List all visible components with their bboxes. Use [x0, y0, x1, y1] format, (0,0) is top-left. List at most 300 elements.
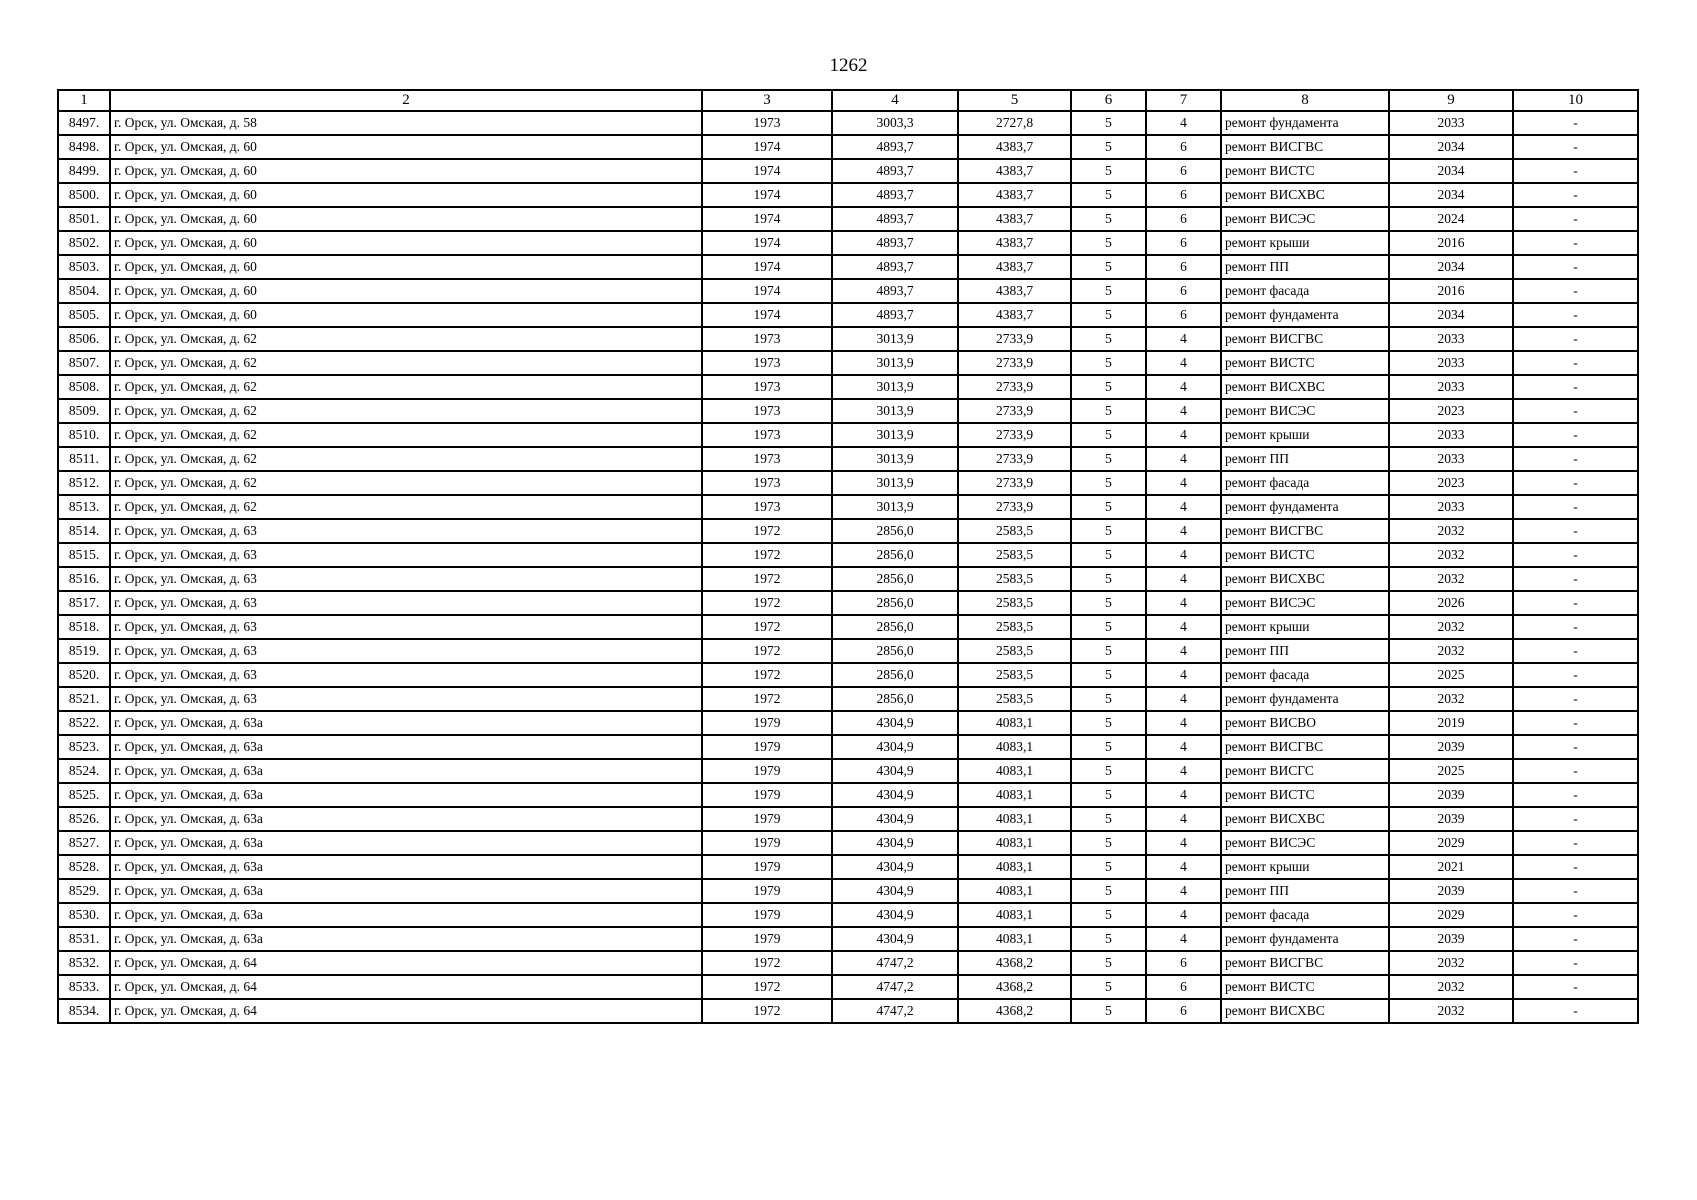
column-header: 2	[110, 90, 702, 111]
address-cell: г. Орск, ул. Омская, д. 64	[110, 975, 702, 999]
total-area-cell: 4304,9	[832, 807, 958, 831]
year-cell: 1979	[702, 831, 832, 855]
note-cell: -	[1513, 687, 1638, 711]
total-area-cell: 2856,0	[832, 519, 958, 543]
entrances-cell: 6	[1146, 951, 1221, 975]
table-row	[58, 183, 1638, 207]
floors-cell: 5	[1071, 471, 1146, 495]
table-row	[58, 975, 1638, 999]
note-cell: -	[1513, 567, 1638, 591]
table-row	[58, 207, 1638, 231]
year-cell: 1972	[702, 615, 832, 639]
row-number-cell: 8531.	[58, 927, 110, 951]
floors-cell: 5	[1071, 639, 1146, 663]
address-cell: г. Орск, ул. Омская, д. 63	[110, 687, 702, 711]
address-cell: г. Орск, ул. Омская, д. 62	[110, 399, 702, 423]
work-type-cell: ремонт ВИСТС	[1221, 351, 1389, 375]
work-type-cell: ремонт ВИСВО	[1221, 711, 1389, 735]
note-cell: -	[1513, 927, 1638, 951]
total-area-cell: 4304,9	[832, 735, 958, 759]
living-area-cell: 4383,7	[958, 303, 1071, 327]
header-row	[58, 90, 1638, 111]
living-area-cell: 4083,1	[958, 759, 1071, 783]
work-type-cell: ремонт ПП	[1221, 447, 1389, 471]
address-cell: г. Орск, ул. Омская, д. 60	[110, 207, 702, 231]
year-cell: 1973	[702, 423, 832, 447]
living-area-cell: 2583,5	[958, 687, 1071, 711]
year-cell: 1979	[702, 807, 832, 831]
work-type-cell: ремонт ВИСГВС	[1221, 135, 1389, 159]
total-area-cell: 4304,9	[832, 759, 958, 783]
year-cell: 1979	[702, 759, 832, 783]
table-row	[58, 495, 1638, 519]
living-area-cell: 2583,5	[958, 663, 1071, 687]
note-cell: -	[1513, 255, 1638, 279]
note-cell: -	[1513, 231, 1638, 255]
entrances-cell: 4	[1146, 783, 1221, 807]
entrances-cell: 4	[1146, 375, 1221, 399]
table-row	[58, 879, 1638, 903]
plan-year-cell: 2029	[1389, 903, 1513, 927]
living-area-cell: 2733,9	[958, 351, 1071, 375]
entrances-cell: 4	[1146, 615, 1221, 639]
plan-year-cell: 2026	[1389, 591, 1513, 615]
note-cell: -	[1513, 159, 1638, 183]
table-row	[58, 135, 1638, 159]
column-header: 3	[702, 90, 832, 111]
floors-cell: 5	[1071, 855, 1146, 879]
year-cell: 1972	[702, 999, 832, 1023]
work-type-cell: ремонт фундамента	[1221, 495, 1389, 519]
entrances-cell: 4	[1146, 591, 1221, 615]
note-cell: -	[1513, 735, 1638, 759]
living-area-cell: 2583,5	[958, 639, 1071, 663]
living-area-cell: 4083,1	[958, 735, 1071, 759]
floors-cell: 5	[1071, 279, 1146, 303]
floors-cell: 5	[1071, 759, 1146, 783]
plan-year-cell: 2023	[1389, 399, 1513, 423]
note-cell: -	[1513, 855, 1638, 879]
living-area-cell: 2583,5	[958, 543, 1071, 567]
total-area-cell: 2856,0	[832, 663, 958, 687]
row-number-cell: 8499.	[58, 159, 110, 183]
row-number-cell: 8522.	[58, 711, 110, 735]
address-cell: г. Орск, ул. Омская, д. 62	[110, 495, 702, 519]
note-cell: -	[1513, 759, 1638, 783]
living-area-cell: 4083,1	[958, 783, 1071, 807]
row-number-cell: 8502.	[58, 231, 110, 255]
row-number-cell: 8500.	[58, 183, 110, 207]
row-number-cell: 8513.	[58, 495, 110, 519]
entrances-cell: 4	[1146, 327, 1221, 351]
year-cell: 1979	[702, 903, 832, 927]
entrances-cell: 4	[1146, 639, 1221, 663]
total-area-cell: 4893,7	[832, 207, 958, 231]
living-area-cell: 4383,7	[958, 231, 1071, 255]
living-area-cell: 4383,7	[958, 255, 1071, 279]
total-area-cell: 2856,0	[832, 615, 958, 639]
total-area-cell: 4893,7	[832, 159, 958, 183]
table-row	[58, 759, 1638, 783]
plan-year-cell: 2023	[1389, 471, 1513, 495]
plan-year-cell: 2032	[1389, 615, 1513, 639]
work-type-cell: ремонт крыши	[1221, 423, 1389, 447]
total-area-cell: 3013,9	[832, 423, 958, 447]
plan-year-cell: 2033	[1389, 423, 1513, 447]
floors-cell: 5	[1071, 951, 1146, 975]
table-row	[58, 783, 1638, 807]
entrances-cell: 4	[1146, 711, 1221, 735]
floors-cell: 5	[1071, 255, 1146, 279]
entrances-cell: 4	[1146, 543, 1221, 567]
year-cell: 1979	[702, 735, 832, 759]
total-area-cell: 3013,9	[832, 447, 958, 471]
entrances-cell: 4	[1146, 855, 1221, 879]
floors-cell: 5	[1071, 111, 1146, 135]
work-type-cell: ремонт крыши	[1221, 231, 1389, 255]
table-row	[58, 591, 1638, 615]
total-area-cell: 3013,9	[832, 351, 958, 375]
living-area-cell: 2733,9	[958, 495, 1071, 519]
work-type-cell: ремонт ВИСТС	[1221, 783, 1389, 807]
plan-year-cell: 2021	[1389, 855, 1513, 879]
floors-cell: 5	[1071, 831, 1146, 855]
plan-year-cell: 2032	[1389, 975, 1513, 999]
floors-cell: 5	[1071, 927, 1146, 951]
work-type-cell: ремонт ВИСГВС	[1221, 519, 1389, 543]
entrances-cell: 4	[1146, 471, 1221, 495]
living-area-cell: 4383,7	[958, 207, 1071, 231]
table-row	[58, 111, 1638, 135]
work-type-cell: ремонт крыши	[1221, 615, 1389, 639]
entrances-cell: 4	[1146, 831, 1221, 855]
plan-year-cell: 2033	[1389, 495, 1513, 519]
total-area-cell: 3003,3	[832, 111, 958, 135]
total-area-cell: 4893,7	[832, 303, 958, 327]
living-area-cell: 4368,2	[958, 951, 1071, 975]
year-cell: 1972	[702, 543, 832, 567]
plan-year-cell: 2039	[1389, 807, 1513, 831]
plan-year-cell: 2033	[1389, 327, 1513, 351]
living-area-cell: 4083,1	[958, 807, 1071, 831]
plan-year-cell: 2024	[1389, 207, 1513, 231]
total-area-cell: 2856,0	[832, 639, 958, 663]
note-cell: -	[1513, 135, 1638, 159]
table-row	[58, 735, 1638, 759]
row-number-cell: 8530.	[58, 903, 110, 927]
plan-year-cell: 2039	[1389, 783, 1513, 807]
row-number-cell: 8520.	[58, 663, 110, 687]
row-number-cell: 8532.	[58, 951, 110, 975]
living-area-cell: 4368,2	[958, 975, 1071, 999]
note-cell: -	[1513, 519, 1638, 543]
address-cell: г. Орск, ул. Омская, д. 60	[110, 183, 702, 207]
row-number-cell: 8526.	[58, 807, 110, 831]
address-cell: г. Орск, ул. Омская, д. 64	[110, 951, 702, 975]
row-number-cell: 8533.	[58, 975, 110, 999]
row-number-cell: 8523.	[58, 735, 110, 759]
living-area-cell: 2727,8	[958, 111, 1071, 135]
note-cell: -	[1513, 663, 1638, 687]
plan-year-cell: 2034	[1389, 159, 1513, 183]
note-cell: -	[1513, 327, 1638, 351]
entrances-cell: 4	[1146, 495, 1221, 519]
floors-cell: 5	[1071, 303, 1146, 327]
table-row	[58, 279, 1638, 303]
living-area-cell: 4083,1	[958, 711, 1071, 735]
table-row	[58, 711, 1638, 735]
total-area-cell: 4304,9	[832, 711, 958, 735]
floors-cell: 5	[1071, 567, 1146, 591]
table-row	[58, 903, 1638, 927]
plan-year-cell: 2032	[1389, 999, 1513, 1023]
entrances-cell: 4	[1146, 759, 1221, 783]
total-area-cell: 4893,7	[832, 279, 958, 303]
row-number-cell: 8514.	[58, 519, 110, 543]
address-cell: г. Орск, ул. Омская, д. 63а	[110, 711, 702, 735]
address-cell: г. Орск, ул. Омская, д. 63а	[110, 831, 702, 855]
work-type-cell: ремонт ВИСЭС	[1221, 399, 1389, 423]
plan-year-cell: 2029	[1389, 831, 1513, 855]
column-header: 6	[1071, 90, 1146, 111]
table-row	[58, 303, 1638, 327]
total-area-cell: 3013,9	[832, 375, 958, 399]
note-cell: -	[1513, 783, 1638, 807]
year-cell: 1973	[702, 351, 832, 375]
note-cell: -	[1513, 495, 1638, 519]
address-cell: г. Орск, ул. Омская, д. 63	[110, 567, 702, 591]
living-area-cell: 4383,7	[958, 135, 1071, 159]
table-row	[58, 471, 1638, 495]
work-type-cell: ремонт ВИСЭС	[1221, 591, 1389, 615]
year-cell: 1974	[702, 159, 832, 183]
table-row	[58, 231, 1638, 255]
floors-cell: 5	[1071, 807, 1146, 831]
address-cell: г. Орск, ул. Омская, д. 60	[110, 231, 702, 255]
work-type-cell: ремонт фундамента	[1221, 111, 1389, 135]
address-cell: г. Орск, ул. Омская, д. 62	[110, 327, 702, 351]
entrances-cell: 6	[1146, 303, 1221, 327]
floors-cell: 5	[1071, 615, 1146, 639]
table-row	[58, 567, 1638, 591]
row-number-cell: 8511.	[58, 447, 110, 471]
living-area-cell: 4083,1	[958, 927, 1071, 951]
row-number-cell: 8517.	[58, 591, 110, 615]
plan-year-cell: 2019	[1389, 711, 1513, 735]
column-header: 7	[1146, 90, 1221, 111]
row-number-cell: 8518.	[58, 615, 110, 639]
note-cell: -	[1513, 543, 1638, 567]
living-area-cell: 2733,9	[958, 399, 1071, 423]
row-number-cell: 8524.	[58, 759, 110, 783]
year-cell: 1972	[702, 687, 832, 711]
work-type-cell: ремонт фундамента	[1221, 687, 1389, 711]
total-area-cell: 4304,9	[832, 879, 958, 903]
year-cell: 1972	[702, 975, 832, 999]
floors-cell: 5	[1071, 711, 1146, 735]
entrances-cell: 4	[1146, 567, 1221, 591]
work-type-cell: ремонт ВИСГС	[1221, 759, 1389, 783]
address-cell: г. Орск, ул. Омская, д. 63	[110, 591, 702, 615]
row-number-cell: 8497.	[58, 111, 110, 135]
table-row	[58, 519, 1638, 543]
total-area-cell: 3013,9	[832, 327, 958, 351]
plan-year-cell: 2032	[1389, 519, 1513, 543]
row-number-cell: 8519.	[58, 639, 110, 663]
year-cell: 1974	[702, 303, 832, 327]
year-cell: 1973	[702, 399, 832, 423]
table-row	[58, 687, 1638, 711]
work-type-cell: ремонт ПП	[1221, 255, 1389, 279]
plan-year-cell: 2032	[1389, 567, 1513, 591]
total-area-cell: 4893,7	[832, 135, 958, 159]
floors-cell: 5	[1071, 159, 1146, 183]
address-cell: г. Орск, ул. Омская, д. 60	[110, 255, 702, 279]
living-area-cell: 2733,9	[958, 327, 1071, 351]
living-area-cell: 2583,5	[958, 615, 1071, 639]
note-cell: -	[1513, 375, 1638, 399]
table-row	[58, 639, 1638, 663]
table-row	[58, 855, 1638, 879]
row-number-cell: 8507.	[58, 351, 110, 375]
column-header: 8	[1221, 90, 1389, 111]
entrances-cell: 6	[1146, 255, 1221, 279]
plan-year-cell: 2032	[1389, 639, 1513, 663]
entrances-cell: 4	[1146, 519, 1221, 543]
work-type-cell: ремонт ВИСТС	[1221, 543, 1389, 567]
work-type-cell: ремонт фасада	[1221, 471, 1389, 495]
address-cell: г. Орск, ул. Омская, д. 62	[110, 447, 702, 471]
work-type-cell: ремонт фундамента	[1221, 303, 1389, 327]
total-area-cell: 2856,0	[832, 543, 958, 567]
total-area-cell: 4304,9	[832, 855, 958, 879]
note-cell: -	[1513, 999, 1638, 1023]
entrances-cell: 6	[1146, 231, 1221, 255]
floors-cell: 5	[1071, 327, 1146, 351]
note-cell: -	[1513, 807, 1638, 831]
entrances-cell: 6	[1146, 279, 1221, 303]
column-header: 10	[1513, 90, 1638, 111]
note-cell: -	[1513, 975, 1638, 999]
living-area-cell: 2733,9	[958, 375, 1071, 399]
note-cell: -	[1513, 279, 1638, 303]
total-area-cell: 4304,9	[832, 783, 958, 807]
entrances-cell: 4	[1146, 687, 1221, 711]
table-row	[58, 255, 1638, 279]
year-cell: 1979	[702, 879, 832, 903]
plan-year-cell: 2039	[1389, 879, 1513, 903]
total-area-cell: 3013,9	[832, 495, 958, 519]
floors-cell: 5	[1071, 375, 1146, 399]
address-cell: г. Орск, ул. Омская, д. 63а	[110, 879, 702, 903]
plan-year-cell: 2032	[1389, 687, 1513, 711]
floors-cell: 5	[1071, 399, 1146, 423]
table-row	[58, 663, 1638, 687]
address-cell: г. Орск, ул. Омская, д. 63	[110, 615, 702, 639]
work-type-cell: ремонт ВИСГВС	[1221, 327, 1389, 351]
row-number-cell: 8515.	[58, 543, 110, 567]
year-cell: 1973	[702, 447, 832, 471]
page-number: 1262	[829, 55, 868, 76]
column-header: 1	[58, 90, 110, 111]
column-header: 5	[958, 90, 1071, 111]
living-area-cell: 4083,1	[958, 879, 1071, 903]
year-cell: 1974	[702, 135, 832, 159]
plan-year-cell: 2033	[1389, 111, 1513, 135]
address-cell: г. Орск, ул. Омская, д. 63	[110, 519, 702, 543]
living-area-cell: 4383,7	[958, 159, 1071, 183]
living-area-cell: 2583,5	[958, 519, 1071, 543]
living-area-cell: 4083,1	[958, 831, 1071, 855]
note-cell: -	[1513, 303, 1638, 327]
living-area-cell: 4383,7	[958, 279, 1071, 303]
entrances-cell: 6	[1146, 159, 1221, 183]
address-cell: г. Орск, ул. Омская, д. 60	[110, 303, 702, 327]
work-type-cell: ремонт крыши	[1221, 855, 1389, 879]
work-type-cell: ремонт ВИСХВС	[1221, 567, 1389, 591]
floors-cell: 5	[1071, 903, 1146, 927]
address-cell: г. Орск, ул. Омская, д. 63а	[110, 855, 702, 879]
work-type-cell: ремонт ВИСГВС	[1221, 735, 1389, 759]
work-type-cell: ремонт фасада	[1221, 279, 1389, 303]
floors-cell: 5	[1071, 975, 1146, 999]
row-number-cell: 8521.	[58, 687, 110, 711]
floors-cell: 5	[1071, 591, 1146, 615]
row-number-cell: 8498.	[58, 135, 110, 159]
row-number-cell: 8510.	[58, 423, 110, 447]
year-cell: 1979	[702, 855, 832, 879]
living-area-cell: 2733,9	[958, 423, 1071, 447]
row-number-cell: 8509.	[58, 399, 110, 423]
address-cell: г. Орск, ул. Омская, д. 63а	[110, 903, 702, 927]
note-cell: -	[1513, 183, 1638, 207]
table-row	[58, 375, 1638, 399]
entrances-cell: 6	[1146, 183, 1221, 207]
living-area-cell: 2733,9	[958, 447, 1071, 471]
floors-cell: 5	[1071, 879, 1146, 903]
year-cell: 1974	[702, 279, 832, 303]
year-cell: 1972	[702, 663, 832, 687]
table-row	[58, 615, 1638, 639]
floors-cell: 5	[1071, 351, 1146, 375]
entrances-cell: 4	[1146, 399, 1221, 423]
work-type-cell: ремонт ВИСЭС	[1221, 207, 1389, 231]
address-cell: г. Орск, ул. Омская, д. 63а	[110, 783, 702, 807]
entrances-cell: 4	[1146, 447, 1221, 471]
entrances-cell: 6	[1146, 135, 1221, 159]
year-cell: 1973	[702, 111, 832, 135]
row-number-cell: 8508.	[58, 375, 110, 399]
plan-year-cell: 2034	[1389, 255, 1513, 279]
floors-cell: 5	[1071, 519, 1146, 543]
total-area-cell: 4304,9	[832, 831, 958, 855]
address-cell: г. Орск, ул. Омская, д. 62	[110, 351, 702, 375]
year-cell: 1979	[702, 927, 832, 951]
row-number-cell: 8512.	[58, 471, 110, 495]
table-row	[58, 999, 1638, 1023]
plan-year-cell: 2039	[1389, 927, 1513, 951]
year-cell: 1972	[702, 519, 832, 543]
total-area-cell: 2856,0	[832, 567, 958, 591]
plan-year-cell: 2034	[1389, 135, 1513, 159]
table-body	[58, 111, 1638, 1023]
total-area-cell: 2856,0	[832, 591, 958, 615]
living-area-cell: 2583,5	[958, 591, 1071, 615]
total-area-cell: 4893,7	[832, 255, 958, 279]
row-number-cell: 8527.	[58, 831, 110, 855]
plan-year-cell: 2033	[1389, 375, 1513, 399]
work-type-cell: ремонт ВИСТС	[1221, 159, 1389, 183]
